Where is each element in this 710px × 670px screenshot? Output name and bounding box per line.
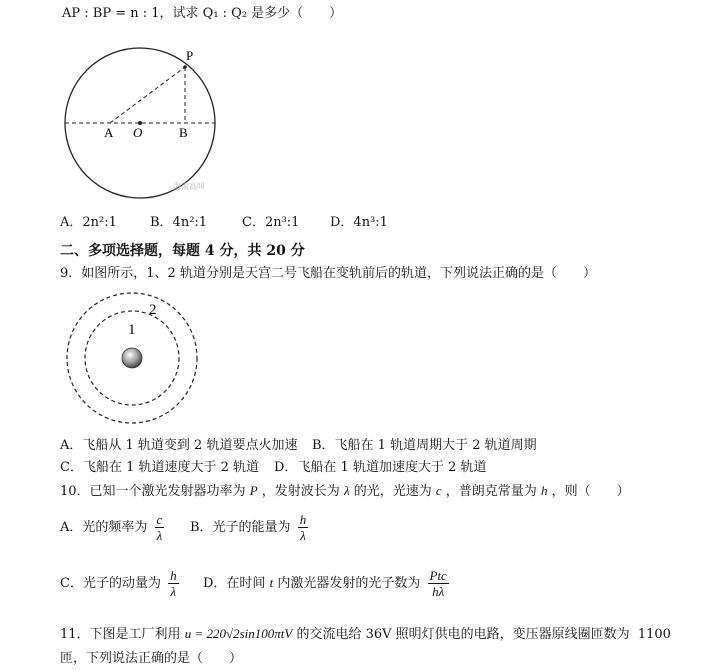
q9-option-c-text: C．飞船在 1 轨道速度大于 2 轨道	[60, 460, 260, 475]
q11-line-2-text: 匝，下列说法正确的是（ ）	[60, 651, 243, 666]
q8-option-a	[60, 215, 117, 231]
fraction-numerator: c	[156, 512, 163, 527]
section-title	[60, 243, 305, 260]
q10-stem-part: 的光，光速为	[353, 484, 432, 499]
q8-option-c	[242, 215, 299, 231]
fraction-numerator: h	[170, 568, 177, 583]
q10-option-b-fraction	[298, 512, 309, 543]
q8-option-c-text: C．2n³:1	[242, 215, 300, 230]
fraction-numerator: h	[299, 512, 307, 527]
q11-line-1	[60, 626, 671, 643]
q9-option-c	[60, 460, 259, 476]
q8-option-d-text: D．4n³:1	[330, 215, 388, 230]
q9-label-1: 1	[128, 322, 136, 338]
q8-ap-dashed	[110, 67, 185, 123]
q10-var-h: h	[540, 483, 548, 498]
q9-option-b	[312, 438, 537, 454]
q10-option-c-fraction	[168, 568, 179, 599]
fraction-numerator: Ptc	[429, 568, 447, 583]
q10-option-b	[190, 512, 311, 543]
q10-option-d-fraction	[428, 568, 449, 599]
q9-label-2: 2	[149, 302, 157, 318]
q8-label-o: O	[133, 125, 143, 140]
section-title-text: 二、多项选择题，每题 4 分，共 20 分	[60, 243, 305, 259]
q10-option-d	[203, 568, 452, 599]
q8-option-a-text: A．2n²:1	[60, 215, 117, 230]
q10-option-d-prefix: D．在时间	[203, 576, 266, 591]
fraction-denominator: λ	[156, 528, 163, 543]
q10-option-b-prefix: B．光子的能量为	[190, 520, 291, 535]
fraction-denominator: hλ	[432, 584, 445, 599]
q10-stem-part: ，发射波长为	[261, 484, 340, 499]
q10-option-c-prefix: C．光子的动量为	[60, 576, 161, 591]
q8-option-b	[150, 215, 207, 231]
q8-option-d	[330, 215, 388, 231]
q9-stem	[60, 266, 596, 282]
q10-option-c	[60, 568, 182, 599]
q10-var-c: c	[435, 483, 442, 498]
q11-turns: 1100	[637, 627, 671, 642]
q9-option-a-text: A．飞船从 1 轨道变到 2 轨道要点火加速	[60, 438, 298, 453]
q9-orbit-figure	[60, 290, 205, 430]
q10-stem-part: ，普朗克常量为	[445, 484, 537, 499]
q9-option-a	[60, 438, 297, 454]
q11-line-1-prefix: 11．下图是工厂利用	[60, 627, 181, 642]
q9-earth	[122, 348, 142, 368]
q8-option-b-text: B．4n²:1	[150, 215, 208, 230]
q8-watermark: 海南高叫	[173, 182, 205, 191]
q8-label-p: P	[186, 48, 194, 63]
q8-top-line-text: AP : BP = n : 1，试求 Q₁ : Q₂ 是多少（ ）	[62, 6, 343, 21]
q8-top-line	[62, 6, 342, 22]
q10-stem-part: 10．已知一个激光发射器功率为	[60, 484, 246, 499]
q9-option-d	[274, 460, 487, 476]
q10-var-t: t	[269, 575, 274, 590]
q10-option-a-prefix: A．光的频率为	[60, 520, 148, 535]
q8-circle-figure	[55, 45, 235, 205]
q9-option-b-text: B．飞船在 1 轨道周期大于 2 轨道周期	[312, 438, 537, 453]
q10-stem-part: ，则（ ）	[551, 484, 630, 499]
q8-label-b: B	[179, 125, 188, 140]
fraction-denominator: λ	[300, 528, 306, 543]
q8-label-a: A	[104, 125, 114, 140]
q10-option-d-prefix: 内激光器发射的光子数为	[277, 576, 421, 591]
q10-option-a-fraction	[155, 512, 165, 543]
q8-point-p	[183, 65, 187, 69]
q9-stem-text: 9．如图所示，1、2 轨道分别是天宫二号飞船在变轨前后的轨道，下列说法正确的是（ ）	[60, 266, 596, 281]
q10-option-a	[60, 512, 167, 543]
q11-formula: u = 220√2sin100πtV	[184, 626, 293, 641]
q9-option-d-text: D．飞船在 1 轨道加速度大于 2 轨道	[274, 460, 487, 475]
q11-line-1-suffix: 的交流电给 36V 照明灯供电的电路，变压器原线圈匝数为	[296, 627, 630, 642]
fraction-denominator: λ	[170, 584, 177, 599]
q11-line-2	[60, 651, 242, 667]
q10-var-lambda: λ	[343, 483, 350, 498]
q10-stem	[60, 483, 630, 500]
q10-var-p: P	[249, 483, 258, 498]
